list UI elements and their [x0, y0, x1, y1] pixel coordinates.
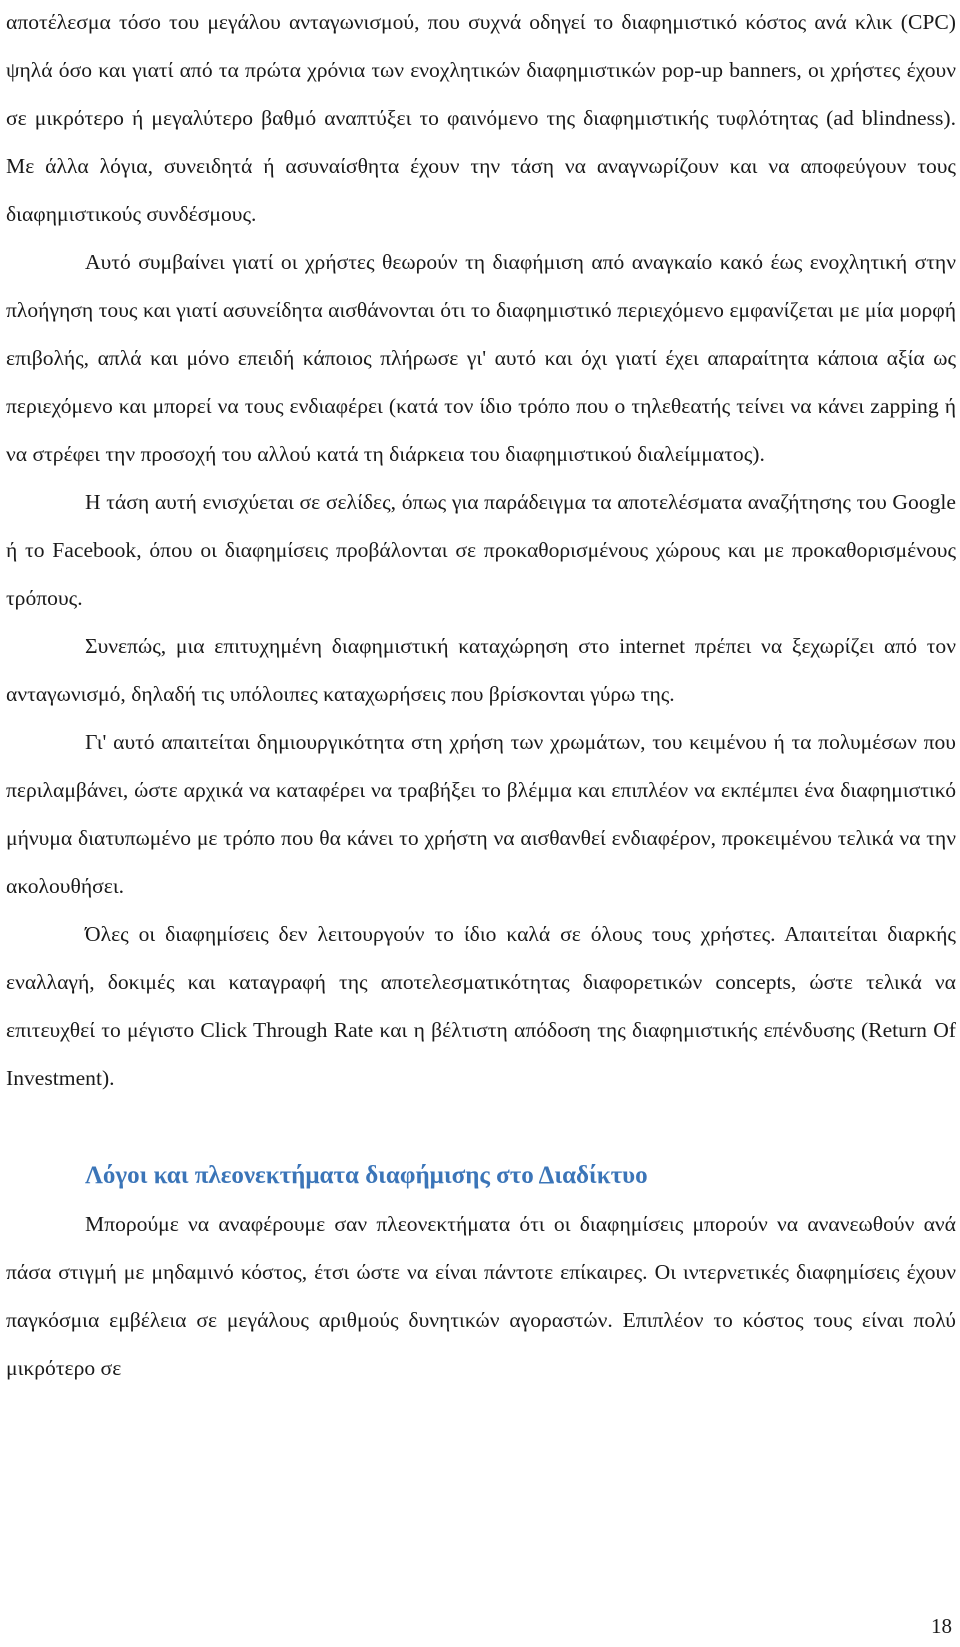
paragraph-creativity: Γι' αυτό απαιτείται δημιουργικότητα στη χρήση των χρωμάτων, του κειμένου ή τα πολυμέσων που περιλαμβάνει, ώστε αρχικά να καταφέρει να τραβήξει το βλέμμα και επιπλέον να εκπέμπει ένα διαφημιστικό μήνυμα διατυπωμένο με τρόπο που θα κάνει το χρήστη να αισθανθεί ενδιαφέρον, προκειμένου τελικά να την ακολουθήσει. — [6, 730, 956, 898]
paragraph-stand-out: Συνεπώς, μια επιτυχημένη διαφημιστική καταχώρηση στο internet πρέπει να ξεχωρίζει από τον ανταγωνισμό, δηλαδή τις υπόλοιπες καταχωρήσεις που βρίσκονται γύρω της. — [6, 634, 956, 706]
section-heading: Λόγοι και πλεονεκτήματα διαφήμισης στο Διαδίκτυο — [85, 1162, 648, 1189]
paragraph-ad-blindness: αποτέλεσμα τόσο του μεγάλου ανταγωνισμού, που συχνά οδηγεί το διαφημιστικό κόστος ανά κλικ (CPC) ψηλά όσο και γιατί από τα πρώτα χρόνια των ενοχλητικών διαφημιστικών pop-up banners, οι χρήστες έχουν σε μικρότερο ή μεγαλύτερο βαθμό αναπτύξει το φαινόμενο της διαφημιστικής τυφλότητας (ad blindness). Με άλλα λόγια, συνειδητά ή ασυναίσθητα έχουν την τάση να αναγνωρίζουν και να αποφεύγουν τους διαφημιστικούς συνδέσμους. — [6, 10, 956, 226]
paragraph-user-perception: Αυτό συμβαίνει γιατί οι χρήστες θεωρούν τη διαφήμιση από αναγκαίο κακό έως ενοχλητική στην πλοήγηση τους και γιατί ασυνείδητα αισθάνονται ότι το διαφημιστικό περιεχόμενο εμφανίζεται με μία μορφή επιβολής, απλά και μόνο επειδή κάποιος πλήρωσε γι' αυτό και όχι γιατί έχει απαραίτητα κάποια αξία ως περιεχόμενο και μπορεί να τους ενδιαφέρει (κατά τον ίδιο τρόπο που ο τηλεθεατής τείνει να κάνει zapping ή να στρέφει την προσοχή του αλλού κατά τη διάρκεια του διαφημιστικού διαλείμματος). — [6, 250, 956, 466]
paragraph-testing: Όλες οι διαφημίσεις δεν λειτουργούν το ίδιο καλά σε όλους τους χρήστες. Απαιτείται διαρκής εναλλαγή, δοκιμές και καταγραφή της αποτελεσματικότητας διαφορετικών concepts, ώστε τελικά να επιτευχθεί το μέγιστο Click Through Rate και η βέλτιστη απόδοση της διαφημιστικής επένδυσης (Return Of Investment). — [6, 922, 956, 1090]
paragraph-advantages: Μπορούμε να αναφέρουμε σαν πλεονεκτήματα ότι οι διαφημίσεις μπορούν να ανανεωθούν ανά πάσα στιγμή με μηδαμινό κόστος, έτσι ώστε να είναι πάντοτε επίκαιρες. Οι ιντερνετικές διαφημίσεις έχουν παγκόσμια εμβέλεια σε μεγάλους αριθμούς δυνητικών αγοραστών. Επιπλέον το κόστος τους είναι πολύ μικρότερο σε — [6, 1212, 956, 1380]
document-page — [6, 0, 956, 1392]
paragraph-google-facebook: Η τάση αυτή ενισχύεται σε σελίδες, όπως για παράδειγμα τα αποτελέσματα αναζήτησης του Google ή το Facebook, όπου οι διαφημίσεις προβάλονται σε προκαθορισμένους χώρους και με προκαθορισμένους τρόπους. — [6, 490, 956, 610]
page-number: 18 — [931, 1614, 952, 1638]
